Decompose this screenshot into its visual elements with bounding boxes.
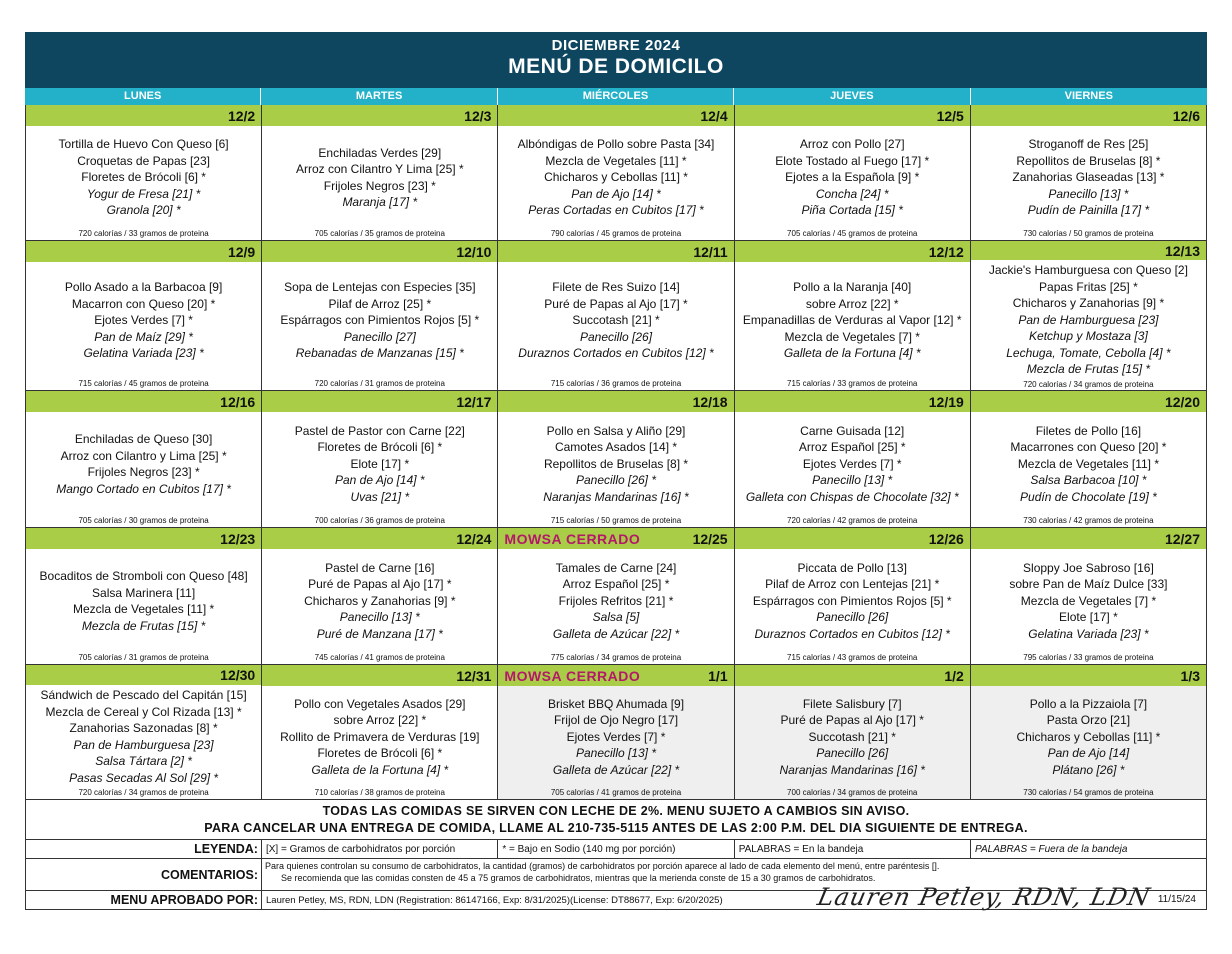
legend-on-tray: PALABRAS = En la bandeja — [735, 840, 971, 858]
on-tray-item: Empanadillas de Verduras al Vapor [12] * — [742, 313, 962, 328]
off-tray-item: Duraznos Cortados en Cubitos [12] * — [754, 626, 950, 641]
date-band — [735, 665, 970, 686]
day-cell — [262, 241, 498, 391]
on-tray-item: Zanahorias Glaseadas [13] * — [1012, 170, 1165, 185]
date-number: 12/3 — [464, 107, 492, 124]
calorie-protein-info: 720 calorías / 42 gramos de proteina — [787, 516, 918, 525]
on-tray-item: Ejotes Verdes [7] * — [566, 729, 666, 744]
on-tray-item: Chicharos y Zanahorias [9] * — [1012, 296, 1165, 311]
off-tray-item: Naranjas Mandarinas [16] * — [779, 762, 925, 777]
day-cell — [971, 528, 1207, 665]
on-tray-item: Filete de Res Suizo [14] — [552, 280, 680, 295]
on-tray-item: Salsa Marinera [11] — [92, 585, 196, 600]
on-tray-item: Frijoles Negros [23] * — [87, 465, 200, 479]
off-tray-item: Puré de Manzana [17] * — [316, 626, 443, 641]
meal-items — [735, 686, 970, 788]
off-tray-item: Maranja [17] * — [342, 195, 418, 209]
off-tray-item: Panecillo [26] * — [575, 473, 657, 488]
date-number: 12/17 — [456, 393, 492, 410]
calorie-protein-info: 705 calorías / 41 gramos de proteina — [550, 788, 682, 797]
date-number: 12/2 — [227, 107, 256, 124]
on-tray-item: Mezcla de Vegetales [11] * — [545, 153, 687, 168]
on-tray-item: Floretes de Brócoli [6] * — [317, 746, 443, 761]
weekday-header: MARTES — [261, 88, 497, 105]
on-tray-item: Filetes de Pollo [16] — [1035, 423, 1142, 438]
day-cell — [498, 391, 734, 528]
day-cell — [26, 391, 262, 528]
off-tray-item: Mezcla de Frutas [15] * — [81, 618, 206, 633]
notice-line: PARA CANCELAR UNA ENTREGA DE COMIDA, LLAME AL 210-735-5115 ANTES DE LAS 2:00 P.M. DEL DIA SIGUIENTE DE ENTREGA. — [204, 820, 1028, 835]
approver-credentials: Lauren Petley, MS, RDN, LDN (Registration: 86147166, Exp: 8/31/2025)(License: DT88677, Exp: 6/20/2025) — [266, 894, 723, 906]
date-number: 12/9 — [227, 243, 256, 260]
date-band — [262, 528, 497, 549]
off-tray-item: Panecillo [27] — [343, 329, 416, 344]
on-tray-item: Pastel de Carne [16] — [325, 560, 435, 575]
menu-sheet — [25, 32, 1207, 910]
day-cell — [26, 665, 262, 800]
signature: Lauren Petley, RDN, LDN — [815, 883, 1154, 911]
date-number: 12/16 — [220, 393, 256, 410]
calorie-protein-info: 715 calorías / 43 gramos de proteina — [787, 653, 918, 662]
off-tray-item: Uvas [21] * — [350, 489, 410, 504]
calorie-protein-info: 715 calorías / 45 gramos de proteina — [78, 379, 209, 388]
closed-notice: MOWSA CERRADO — [504, 530, 641, 547]
meal-items — [735, 126, 970, 229]
on-tray-item: Piccata de Pollo [13] — [797, 560, 907, 575]
off-tray-item: Galleta de Azúcar [22] * — [552, 626, 680, 641]
day-cell — [26, 241, 262, 391]
meal-items — [26, 126, 261, 229]
on-tray-item: Pasta Orzo [21] — [1046, 713, 1131, 728]
date-band — [262, 105, 497, 126]
on-tray-item: sobre Arroz [22] * — [333, 713, 427, 728]
on-tray-item: Pollo a la Naranja [40] — [793, 280, 912, 295]
approval-label: MENU APROBADO POR: — [26, 891, 262, 909]
notice-line: TODAS LAS COMIDAS SE SIRVEN CON LECHE DE 2%. MENU SUJETO A CAMBIOS SIN AVISO. — [322, 804, 910, 818]
off-tray-item: Pudín de Chocolate [19] * — [1020, 489, 1157, 504]
date-number: 1/1 — [708, 667, 728, 684]
date-number: 12/6 — [1172, 107, 1201, 124]
meal-items — [498, 549, 733, 653]
on-tray-item: Elote [17] * — [1059, 610, 1118, 625]
on-tray-item: Puré de Papas al Ajo [17] * — [544, 296, 688, 311]
meal-items — [971, 260, 1206, 380]
day-cell — [262, 391, 498, 528]
on-tray-item: Croquetas de Papas [23] — [77, 153, 210, 168]
date-band — [498, 241, 733, 262]
weekday-header-row — [25, 88, 1207, 105]
on-tray-item: sobre Pan de Maíz Dulce [33] — [1009, 577, 1168, 592]
on-tray-item: Albóndigas de Pollo sobre Pasta [34] — [517, 137, 715, 152]
date-band — [735, 391, 970, 412]
approval-row — [25, 883, 1207, 911]
off-tray-item: Rebanadas de Manzanas [15] * — [295, 346, 464, 361]
day-cell — [498, 665, 734, 800]
date-band — [971, 528, 1206, 549]
date-number: 12/12 — [928, 243, 964, 260]
off-tray-item: Mezcla de Frutas [15] * — [1026, 362, 1151, 377]
on-tray-item: Arroz con Cilantro y Lima [25] * — [60, 448, 227, 463]
on-tray-item: Pilaf de Arroz con Lentejas [21] * — [765, 577, 940, 592]
calorie-protein-info: 705 calorías / 30 gramos de proteina — [78, 516, 209, 525]
meal-items — [735, 549, 970, 653]
calorie-protein-info: 705 calorías / 35 gramos de proteina — [314, 229, 445, 238]
meal-items — [735, 262, 970, 379]
off-tray-item: Panecillo [26] — [816, 746, 889, 761]
date-number: 12/25 — [692, 530, 728, 547]
calorie-protein-info: 720 calorías / 33 gramos de proteina — [78, 229, 209, 238]
off-tray-item: Lechuga, Tomate, Cebolla [4] * — [1006, 345, 1171, 360]
approval-details — [262, 883, 1206, 911]
date-band — [971, 105, 1206, 126]
on-tray-item: Pastel de Pastor con Carne [22] — [294, 423, 465, 438]
weekday-header: VIERNES — [1064, 90, 1113, 102]
on-tray-item: Tamales de Carne [24] — [555, 560, 677, 575]
calorie-protein-info: 720 calorías / 34 gramos de proteina — [1023, 379, 1154, 389]
off-tray-item: Salsa [5] — [592, 610, 640, 625]
off-tray-item: Gelatina Variada [23] * — [1028, 626, 1149, 641]
legend-sodium: * = Bajo en Sodio (140 mg por porción) — [498, 840, 734, 858]
on-tray-item: Sopa de Lentejas con Especies [35] — [284, 280, 476, 295]
day-cell — [26, 105, 262, 241]
date-band — [498, 105, 733, 126]
off-tray-item: Pudín de Painilla [17] * — [1027, 203, 1150, 218]
meal-items — [262, 686, 497, 788]
calorie-protein-info: 720 calorías / 31 gramos de proteina — [314, 379, 445, 388]
on-tray-item: Rollito de Primavera de Verduras [19] — [280, 729, 480, 744]
on-tray-item: Succotash [21] * — [572, 313, 660, 328]
on-tray-item: Pilaf de Arroz [25] * — [328, 296, 432, 311]
day-cell — [735, 528, 971, 665]
off-tray-item: Peras Cortadas en Cubitos [17] * — [528, 203, 704, 218]
meal-items — [262, 262, 497, 379]
day-cell — [498, 105, 734, 241]
meal-items — [971, 686, 1206, 788]
day-cell — [971, 665, 1207, 800]
off-tray-item: Yogur de Fresa [21] * — [86, 186, 201, 201]
on-tray-item: Elote [17] * — [350, 456, 410, 471]
date-number: 12/13 — [1164, 242, 1201, 259]
date-band — [735, 528, 970, 549]
date-band — [498, 665, 733, 686]
on-tray-item: Floretes de Brócoli [6] * — [317, 440, 443, 455]
on-tray-item: Arroz con Pollo [27] — [799, 137, 905, 152]
on-tray-item: Mezcla de Cereal y Col Rizada [13] * — [45, 704, 242, 719]
week-row — [25, 391, 1207, 528]
on-tray-item: Stroganoff de Res [25] — [1028, 137, 1149, 152]
menu-calendar — [25, 105, 1207, 800]
meal-items — [498, 262, 733, 379]
week-row — [25, 241, 1207, 391]
date-band — [26, 105, 261, 126]
weekday-header: LUNES — [25, 88, 261, 105]
on-tray-item: Repollitos de Bruselas [8] * — [1016, 153, 1161, 168]
off-tray-item: Mango Cortado en Cubitos [17] * — [56, 481, 231, 496]
calorie-protein-info: 745 calorías / 41 gramos de proteina — [314, 653, 445, 662]
date-number: 1/3 — [1180, 667, 1201, 684]
off-tray-item: Galleta de la Fortuna [4] * — [311, 762, 449, 777]
date-band — [971, 665, 1206, 686]
on-tray-item: Puré de Papas al Ajo [17] * — [780, 713, 924, 728]
off-tray-item: Panecillo [26] — [816, 610, 889, 625]
date-number: 12/10 — [456, 243, 492, 260]
calorie-protein-info: 705 calorías / 45 gramos de proteina — [787, 229, 918, 238]
legend-row — [25, 840, 1207, 859]
comment-line: Para quienes controlan su consumo de carbohidratos, la cantidad (gramos) de carbohidratos por porción aparece al lado de cada elemento del menú, entre paréntesis []. — [265, 861, 940, 871]
on-tray-item: Pollo en Salsa y Aliño [29] — [546, 423, 686, 438]
meal-items — [735, 412, 970, 516]
date-band — [262, 665, 497, 686]
day-cell — [262, 105, 498, 241]
on-tray-item: Macarron con Queso [20] * — [71, 296, 216, 311]
on-tray-item: Bocaditos de Stromboli con Queso [48] — [39, 569, 248, 583]
calorie-protein-info: 795 calorías / 33 gramos de proteina — [1023, 653, 1154, 662]
on-tray-item: Papas Fritas [25] * — [1039, 279, 1138, 294]
title-banner — [25, 32, 1207, 88]
off-tray-item: Pan de Ajo [14] * — [334, 473, 425, 488]
calorie-protein-info: 710 calorías / 38 gramos de proteina — [314, 788, 445, 797]
meal-items — [498, 686, 733, 788]
date-number: 12/4 — [700, 107, 728, 124]
on-tray-item: Mezcla de Vegetales [7] * — [1020, 593, 1157, 608]
meal-items — [498, 412, 733, 516]
off-tray-item: Pan de Ajo [14] — [1047, 746, 1130, 761]
on-tray-item: Jackie's Hamburguesa con Queso [2] — [988, 263, 1188, 278]
off-tray-item: Gelatina Variada [23] * — [83, 346, 204, 361]
on-tray-item: Arroz Español [25] * — [798, 440, 906, 455]
weekday-header: MIÉRCOLES — [498, 88, 734, 105]
date-number: 12/18 — [692, 393, 728, 410]
day-cell — [971, 105, 1207, 241]
on-tray-item: sobre Arroz [22] * — [805, 296, 899, 311]
calorie-protein-info: 730 calorías / 42 gramos de proteina — [1023, 516, 1154, 525]
meal-items — [26, 412, 261, 516]
date-band — [26, 528, 261, 549]
on-tray-item: Tortilla de Huevo Con Queso [6] — [58, 137, 229, 152]
on-tray-item: Espárragos con Pimientos Rojos [5] * — [280, 313, 480, 328]
date-band — [735, 105, 970, 126]
date-band — [262, 241, 497, 262]
on-tray-item: Frijoles Negros [23] * — [323, 178, 436, 193]
date-number: 1/2 — [944, 667, 964, 684]
date-number: 12/11 — [693, 243, 728, 260]
day-cell — [735, 105, 971, 241]
date-band — [735, 241, 970, 262]
on-tray-item: Ejotes Verdes [7] * — [802, 456, 902, 471]
on-tray-item: Succotash [21] * — [808, 729, 896, 744]
date-band — [971, 241, 1206, 260]
comment-line: Se recomienda que las comidas consten de 45 a 75 gramos de carbohidratos, mientras que la merienda conste de 15 a 30 gramos de carbohidratos. — [281, 872, 876, 883]
day-cell — [971, 391, 1207, 528]
off-tray-item: Galleta de Azúcar [22] * — [552, 762, 680, 777]
comments-label: COMENTARIOS: — [26, 859, 262, 890]
calorie-protein-info: 730 calorías / 54 gramos de proteina — [1023, 788, 1154, 797]
calorie-protein-info: 700 calorías / 34 gramos de proteina — [787, 788, 918, 797]
on-tray-item: Repollitos de Bruselas [8] * — [543, 456, 689, 471]
off-tray-item: Salsa Tártara [2] * — [95, 754, 192, 769]
date-number: 12/23 — [220, 530, 256, 547]
date-number: 12/26 — [928, 530, 964, 547]
date-band — [262, 391, 497, 412]
legend-label: LEYENDA: — [26, 840, 262, 858]
approval-date: 11/15/24 — [1157, 894, 1196, 905]
meal-items — [971, 412, 1206, 516]
off-tray-item: Concha [24] * — [815, 186, 889, 201]
off-tray-item: Galleta de la Fortuna [4] * — [783, 346, 921, 361]
off-tray-item: Pasas Secadas Al Sol [29] * — [69, 770, 219, 785]
meal-items — [262, 549, 497, 653]
date-number: 12/19 — [928, 393, 964, 410]
on-tray-item: Ejotes Verdes [7] * — [94, 313, 193, 328]
on-tray-item: Chicharos y Zanahorias [9] * — [304, 593, 456, 608]
on-tray-item: Mezcla de Vegetales [11] * — [1017, 456, 1160, 471]
on-tray-item: Sloppy Joe Sabroso [16] — [1023, 560, 1154, 575]
on-tray-item: Frijoles Refritos [21] * — [558, 593, 674, 608]
off-tray-item: Naranjas Mandarinas [16] * — [543, 489, 689, 504]
off-tray-item: Pan de Ajo [14] * — [571, 186, 661, 201]
meal-items — [498, 126, 733, 229]
day-cell — [262, 665, 498, 800]
on-tray-item: Enchiladas Verdes [29] — [318, 145, 442, 160]
meal-items — [26, 262, 261, 379]
week-row — [25, 105, 1207, 241]
legend-carbs: [X] = Gramos de carbohidratos por porción — [262, 840, 498, 858]
on-tray-item: Chicharos y Cebollas [11] * — [1016, 729, 1161, 744]
on-tray-item: Mezcla de Vegetales [11] * — [73, 602, 215, 616]
calorie-protein-info: 715 calorías / 50 gramos de proteina — [550, 516, 682, 525]
service-notice — [25, 800, 1207, 840]
off-tray-item: Granola [20] * — [106, 203, 181, 218]
day-cell — [498, 528, 734, 665]
meal-items — [971, 126, 1206, 229]
meal-items — [262, 412, 497, 516]
on-tray-item: Floretes de Brócoli [6] * — [81, 170, 206, 185]
on-tray-item: Chicharos y Cebollas [11] * — [544, 170, 688, 185]
off-tray-item: Duraznos Cortados en Cubitos [12] * — [518, 346, 714, 361]
date-band — [26, 391, 261, 412]
off-tray-item: Pan de Hamburguesa [23] — [73, 737, 214, 752]
date-band — [498, 528, 733, 549]
off-tray-item: Piña Cortada [15] * — [801, 203, 903, 218]
day-cell — [971, 241, 1207, 391]
off-tray-item: Salsa Barbacoa [10] * — [1030, 473, 1147, 488]
meal-items — [26, 549, 261, 653]
calorie-protein-info: 700 calorías / 36 gramos de proteina — [314, 516, 445, 525]
calorie-protein-info: 775 calorías / 34 gramos de proteina — [550, 653, 682, 662]
on-tray-item: Ejotes a la Española [9] * — [785, 170, 920, 185]
off-tray-item: Panecillo [26] — [579, 329, 653, 344]
week-row — [25, 528, 1207, 665]
date-band — [26, 241, 261, 262]
calorie-protein-info: 720 calorías / 34 gramos de proteina — [78, 788, 209, 798]
day-cell — [262, 528, 498, 665]
date-number: 12/30 — [220, 667, 256, 684]
menu-title: MENÚ DE DOMICILO — [508, 55, 724, 78]
on-tray-item: Pollo a la Pizzaiola [7] — [1029, 696, 1148, 711]
on-tray-item: Sándwich de Pescado del Capitán [15] — [40, 688, 247, 703]
meal-items — [262, 126, 497, 229]
week-row — [25, 665, 1207, 800]
off-tray-item: Pan de Maíz [29] * — [94, 329, 193, 344]
closed-notice: MOWSA CERRADO — [504, 667, 641, 684]
on-tray-item: Pollo con Vegetales Asados [29] — [294, 696, 466, 711]
on-tray-item: Frijol de Ojo Negro [17] — [553, 713, 679, 728]
date-number: 12/20 — [1164, 393, 1201, 410]
off-tray-item: Panecillo [13] * — [575, 746, 657, 761]
on-tray-item: Espárragos con Pimientos Rojos [5] * — [752, 593, 952, 608]
date-number: 12/31 — [456, 667, 492, 684]
off-tray-item: Ketchup y Mostaza [3] — [1029, 329, 1148, 344]
off-tray-item: Plátano [26] * — [1052, 762, 1125, 777]
day-cell — [26, 528, 262, 665]
on-tray-item: Brisket BBQ Ahumada [9] — [547, 696, 685, 711]
on-tray-item: Zanahorias Sazonadas [8] * — [69, 721, 218, 736]
on-tray-item: Enchiladas de Queso [30] — [74, 432, 213, 446]
weekday-header: JUEVES — [734, 88, 970, 105]
off-tray-item: Panecillo [13] * — [812, 473, 893, 488]
on-tray-item: Filete Salisbury [7] — [802, 696, 902, 711]
calorie-protein-info: 705 calorías / 31 gramos de proteina — [78, 653, 209, 662]
off-tray-item: Panecillo [13] * — [339, 610, 420, 625]
on-tray-item: Elote Tostado al Fuego [17] * — [775, 153, 930, 168]
on-tray-item: Camotes Asados [14] * — [554, 440, 678, 455]
off-tray-item: Panecillo [13] * — [1048, 186, 1129, 201]
day-cell — [735, 241, 971, 391]
date-number: 12/5 — [936, 107, 964, 124]
calorie-protein-info: 715 calorías / 33 gramos de proteina — [787, 379, 918, 388]
on-tray-item: Macarrones con Queso [20] * — [1010, 440, 1167, 455]
on-tray-item: Arroz con Cilantro Y Lima [25] * — [295, 162, 464, 176]
legend-off-tray: PALABRAS = Fuera de la bandeja — [975, 843, 1128, 855]
date-band — [26, 665, 261, 685]
meal-items — [26, 685, 261, 788]
calorie-protein-info: 715 calorías / 36 gramos de proteina — [550, 379, 682, 388]
date-band — [498, 391, 733, 412]
off-tray-item: Galleta con Chispas de Chocolate [32] * — [745, 489, 959, 504]
on-tray-item: Arroz Español [25] * — [562, 577, 670, 592]
day-cell — [498, 241, 734, 391]
on-tray-item: Puré de Papas al Ajo [17] * — [308, 577, 452, 592]
off-tray-item: Pan de Hamburguesa [23] — [1018, 312, 1159, 327]
on-tray-item: Mezcla de Vegetales [7] * — [784, 329, 920, 344]
day-cell — [735, 665, 971, 800]
calorie-protein-info: 790 calorías / 45 gramos de proteina — [550, 229, 682, 238]
meal-items — [971, 549, 1206, 653]
date-number: 12/27 — [1164, 530, 1201, 547]
day-cell — [735, 391, 971, 528]
date-band — [971, 391, 1206, 412]
month-title: DICIEMBRE 2024 — [551, 37, 681, 54]
on-tray-item: Pollo Asado a la Barbacoa [9] — [64, 280, 223, 295]
on-tray-item: Carne Guisada [12] — [800, 423, 905, 438]
date-number: 12/24 — [456, 530, 492, 547]
calorie-protein-info: 730 calorías / 50 gramos de proteina — [1023, 229, 1154, 238]
